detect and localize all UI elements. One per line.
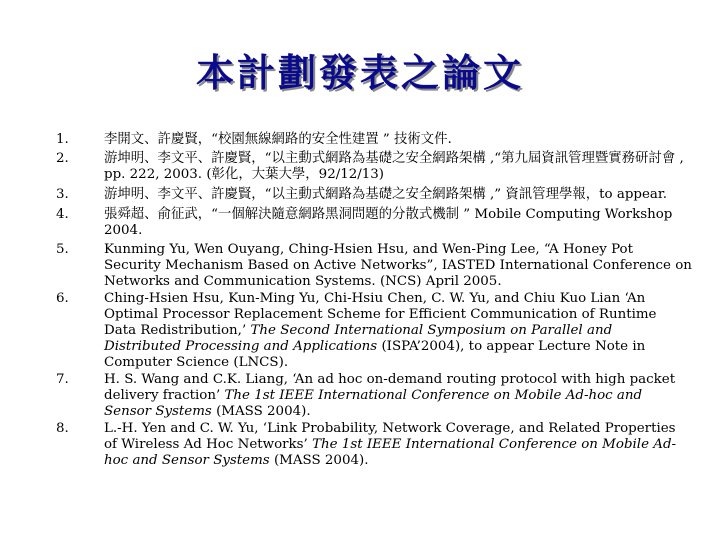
reference-item-5 (0, 242, 720, 290)
conference-title: The Second International Symposium on Parallel and Distributed Processing and Applications (104, 323, 613, 354)
reference-item-7 (0, 372, 720, 420)
reference-number: 1. (56, 132, 69, 147)
reference-text: Ching-Hsien Hsu, Kun-Ming Yu, Chi-Hsiu Chen, C. W. Yu, and Chiu Kuo Lian ‘An Optimal Processor Replacement Scheme for Efficient Communication of Runtime Data Redistribution,’ The Second International Symposium on Parallel and Distributed Processing and Applications (ISPA’2004), to appear Lecture Note in Computer Science (LNCS). (104, 291, 657, 370)
reference-item-6 (0, 291, 720, 371)
reference-item-8 (0, 421, 720, 469)
reference-number: 6. (56, 291, 69, 306)
reference-item-2 (0, 151, 720, 183)
conference-title: The 1st IEEE International Conference on Mobile Ad-hoc and Sensor Systems (104, 437, 677, 468)
reference-text: 李開文、許慶賢，“校園無線網路的安全性建置 ” 技術文件． (104, 132, 461, 147)
reference-number: 4. (56, 207, 69, 222)
reference-number: 5. (56, 242, 69, 257)
reference-number: 7. (56, 372, 69, 387)
reference-text: Kunming Yu, Wen Ouyang, Ching-Hsien Hsu, and Wen-Ping Lee, “A Honey Pot Security Mechanism Based on Active Networks”, IASTED International Conference on Networks and Communication Systems. (NCS) April 2005. (104, 242, 692, 289)
reference-text: 游坤明、李文平、許慶賢，“以主動式網路為基礎之安全網路架構 ,“第九屆資訊管理暨實務研討會 , pp. 222, 2003. (彰化，大葉大學，92/12/13) (104, 151, 684, 182)
reference-number: 2. (56, 151, 69, 166)
reference-item-4 (0, 207, 720, 239)
reference-number: 3. (56, 187, 69, 202)
conference-title: The 1st IEEE International Conference on Mobile Ad-hoc and Sensor Systems (104, 388, 643, 419)
reference-text: 游坤明、李文平、許慶賢，“以主動式網路為基礎之安全網路架構 ,” 資訊管理學報，to appear. (104, 187, 668, 202)
reference-text: 張舜超、俞征武，“一個解決隨意網路黑洞問題的分散式機制 ” Mobile Computing Workshop 2004. (104, 207, 673, 238)
reference-item-1 (0, 132, 720, 148)
reference-item-3 (0, 187, 720, 203)
reference-text: L.-H. Yen and C. W. Yu, ‘Link Probability, Network Coverage, and Related Properties of Wireless Ad Hoc Networks’ The 1st IEEE International Conference on Mobile Ad-hoc and Sensor Systems (MASS 2004). (104, 421, 677, 468)
page-title: 本計劃發表之論文 (195, 51, 524, 95)
reference-list (0, 132, 720, 469)
reference-text: H. S. Wang and C.K. Liang, ‘An ad hoc on-demand routing protocol with high packet delivery fraction’ The 1st IEEE International Conference on Mobile Ad-hoc and Sensor Systems (MASS 2004). (104, 372, 676, 419)
reference-number: 8. (56, 421, 69, 436)
